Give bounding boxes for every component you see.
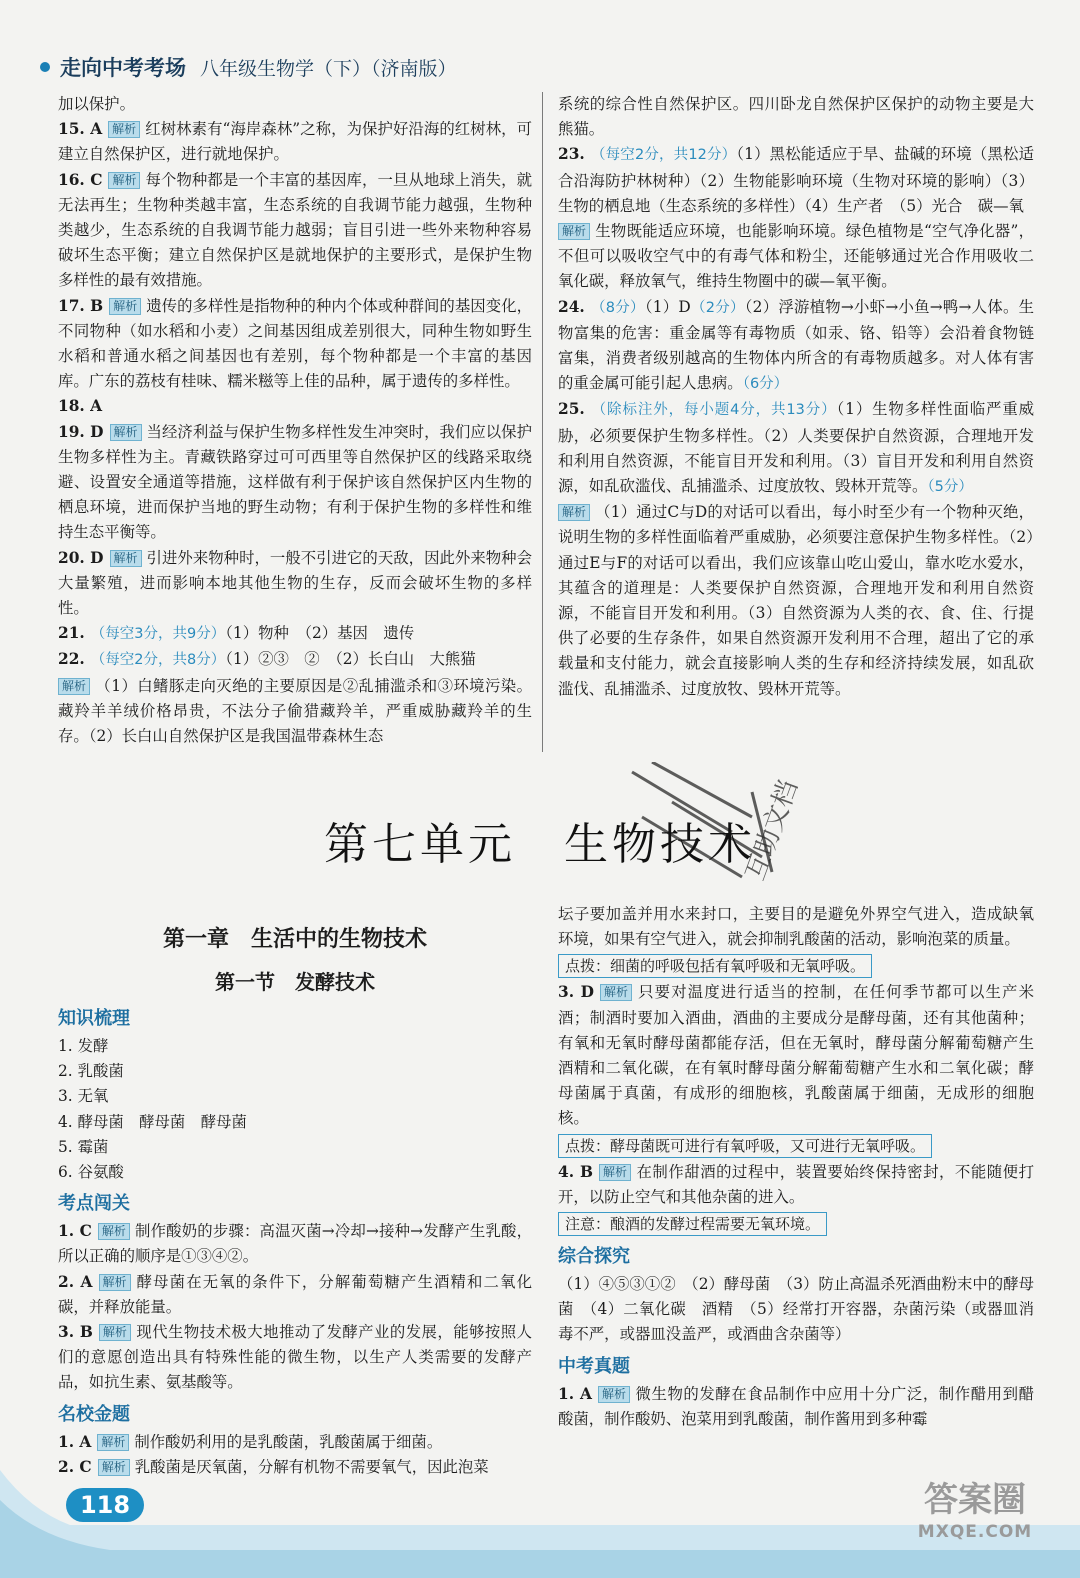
score-note: （2分） bbox=[690, 299, 745, 316]
answer-text: 遗传的多样性是指物种的种内个体或种群间的基因变化，不同物种（如水稻和小麦）之间基因组成差别很大，同种生物如野生水稻和普通水稻之间基因也有差别，每个物种都是一个丰富的基因库。广东的荔枝有桂味、糯米糍等上佳的品种，属于遗传的多样性。 bbox=[58, 296, 532, 391]
tip-box: 点拨：细菌的呼吸包括有氧呼吸和无氧呼吸。 bbox=[558, 954, 872, 978]
analysis-tag: 解析 bbox=[599, 1164, 631, 1181]
score-note: （每空3分，共9分） bbox=[90, 626, 226, 643]
answer-entry bbox=[558, 500, 1034, 702]
section-title: 第一节 发酵技术 bbox=[215, 970, 375, 994]
answer-number: 3. D bbox=[558, 983, 594, 1002]
knowledge-item: 5. 霉菌 bbox=[58, 1137, 109, 1156]
answer-text: 系统的综合性自然保护区。四川卧龙自然保护区保护的动物主要是大熊猫。 bbox=[558, 95, 1034, 139]
checkpoint-heading: 考点闯关 bbox=[58, 1193, 130, 1215]
answer-number: 25. bbox=[558, 400, 585, 419]
answer-text: 制作酸奶的步骤：高温灭菌→冷却→接种→发酵产生乳酸，所以正确的顺序是①③④②。 bbox=[58, 1222, 533, 1266]
answer-number: 20. D bbox=[58, 548, 104, 567]
answer-text: （1）生物多样性面临严重威胁，必须要保护生物多样性。（2）人类要保护自然资源，合理地开发和利用自然资源，不能盲目开发和利用。（3）盲目开发和利用自然资源，如乱砍滥伐、乱捕滥杀、过度放牧、毁林开荒等。 bbox=[558, 400, 1034, 496]
watermark-title: 答案圈 bbox=[924, 1480, 1026, 1520]
answer-number: 1. A bbox=[558, 1384, 592, 1403]
answer-entry bbox=[558, 219, 1034, 295]
answer-number: 2. C bbox=[58, 1457, 92, 1476]
analysis-tag: 解析 bbox=[99, 1324, 131, 1341]
knowledge-item: 1. 发酵 bbox=[58, 1037, 109, 1055]
answer-text: 红树林素有“海岸森林”之称，为保护好沿海的红树林，可建立自然保护区，进行就地保护。 bbox=[58, 120, 532, 164]
explore-heading: 综合探究 bbox=[558, 1246, 630, 1268]
tip-box: 点拨：酵母菌既可进行有氧呼吸，又可进行无氧呼吸。 bbox=[558, 1134, 932, 1158]
analysis-tag: 解析 bbox=[598, 1386, 630, 1403]
watermark-url: MXQE.COM bbox=[917, 1522, 1033, 1542]
score-note: （除标注外，每小题4分，共13分） bbox=[590, 402, 837, 419]
answer-text: 加以保护。 bbox=[58, 95, 135, 113]
answer-text: （1）物种 （2）基因 遗传 bbox=[225, 624, 415, 643]
answer-text: （1）通过C与D的对话可以看出，每小时至少有一个物种灭绝，说明生物的多样性面临着严重威胁，必须要注意保护生物多样性。（2）通过E与F的对话可以看出，我们应该靠山吃山爱山，靠水吃水爱水，其蕴含的道理是：人类要保护自然资源，合理地开发和利用自然资源，不能盲目开发和利用。（3）自然资源为人类的衣、食、住、行提供了必要的生存条件，如果自然资源开发利用不合理，超出了它的承载量和支付能力，就会直接影响人类的生存和经济持续发展，如乱砍滥伐、乱捕滥杀、过度放牧、毁林开荒等。 bbox=[558, 503, 1034, 698]
answer-entry bbox=[58, 1320, 532, 1396]
answer-text: 乳酸菌是厌氧菌，分解有机物不需要氧气，因此泡菜 bbox=[134, 1457, 489, 1476]
answer-text: （1）D bbox=[644, 297, 691, 316]
score-note: （5分） bbox=[927, 479, 973, 496]
answer-entry bbox=[558, 1382, 1034, 1432]
answer-number: 3. B bbox=[58, 1323, 93, 1342]
answer-text: 酵母菌在无氧的条件下，分解葡萄糖产生酒精和二氧化碳，并释放能量。 bbox=[58, 1272, 532, 1316]
answer-text: （2）浮游植物→小虾→小鱼→鸭→人体。生物富集的危害：重金属等有毒物质（如汞、铬、铅等）会沿着食物链富集，消费者级别越高的生物体内所含的有毒物质越多。对人体有害的重金属可能引起人患病。 bbox=[558, 297, 1034, 393]
analysis-tag: 解析 bbox=[98, 1223, 130, 1240]
answer-entry bbox=[558, 295, 1034, 398]
answer-entry bbox=[58, 394, 532, 419]
answer-entry bbox=[58, 546, 532, 622]
answer-entry bbox=[58, 674, 532, 750]
right-column bbox=[558, 92, 1034, 702]
answer-entry bbox=[58, 117, 532, 167]
answer-number: 15. A bbox=[58, 120, 103, 139]
answer-number: 18. A bbox=[58, 397, 103, 416]
knowledge-item: 6. 谷氨酸 bbox=[58, 1163, 124, 1182]
chapter-title: 第一章 生活中的生物技术 bbox=[162, 926, 427, 952]
answer-number: 22. bbox=[58, 650, 85, 669]
analysis-tag: 解析 bbox=[558, 223, 590, 240]
analysis-tag: 解析 bbox=[109, 298, 141, 315]
answer-entry bbox=[558, 92, 1034, 142]
knowledge-item: 2. 乳酸菌 bbox=[58, 1062, 124, 1081]
answer-entry bbox=[58, 1270, 532, 1320]
answer-entry bbox=[558, 397, 1034, 500]
left-column bbox=[58, 92, 532, 749]
answer-number: 2. A bbox=[58, 1272, 93, 1291]
answer-text: 只要对温度进行适当的控制，在任何季节都可以生产米酒；制酒时要加入酒曲，酒曲的主要成分是酵母菌，还有其他菌种；有氧和无氧时酵母菌都能存活，但在无氧时，酵母菌分解葡萄糖产生酒精和二氧化碳，在有氧时酵母菌分解葡萄糖产生水和二氧化碳；酵母菌属于真菌，有成形的细胞核，乳酸菌属于细菌，无成形的细胞核。 bbox=[558, 983, 1034, 1128]
bullet-icon bbox=[40, 62, 50, 72]
answer-text: 微生物的发酵在食品制作中应用十分广泛，制作醋用到醋酸菌，制作酸奶、泡菜用到乳酸菌，制作酱用到多种霉 bbox=[558, 1384, 1034, 1428]
checkpoint-list bbox=[58, 1219, 532, 1395]
page-header bbox=[40, 50, 1040, 84]
answer-entry bbox=[58, 420, 532, 546]
answer-entry bbox=[58, 168, 532, 294]
score-note: （每空2分，共8分） bbox=[90, 652, 226, 669]
answer-number: 19. D bbox=[58, 422, 104, 441]
answer-entry bbox=[58, 92, 532, 117]
analysis-tag: 解析 bbox=[98, 1459, 130, 1476]
analysis-tag: 解析 bbox=[97, 1434, 129, 1451]
answer-text: 当经济利益与保护生物多样性发生冲突时，我们应以保护生物多样性为主。青藏铁路穿过可可西里等自然保护区的线路采取绕避、设置安全通道等措施，这样做有利于保护该自然保护区内生物的栖息环境，进而保护当地的野生动物；有利于保护生物的多样性和维持生态平衡等。 bbox=[58, 422, 532, 542]
analysis-tag: 解析 bbox=[108, 172, 140, 189]
answer-number: 17. B bbox=[58, 296, 104, 315]
unit-title: 第七单元 生物技术 bbox=[324, 819, 756, 870]
score-note: （每空2分，共12分） bbox=[590, 147, 737, 164]
answer-number: 16. C bbox=[58, 170, 103, 189]
analysis-tag: 解析 bbox=[99, 1274, 131, 1291]
analysis-tag: 解析 bbox=[58, 678, 90, 695]
page-number: 118 bbox=[66, 1488, 144, 1522]
answer-text: 引进外来物种时，一般不引进它的天敌，因此外来物种会大量繁殖，进而影响本地其他生物的生存，反而会破坏生物的多样性。 bbox=[58, 548, 532, 618]
book-title: 走向中考考场 bbox=[60, 56, 186, 80]
answer-text: 每个物种都是一个丰富的基因库，一旦从地球上消失，就无法再生；生物种类越丰富，生态系统的自我调节能力越强，生物种类越少，生态系统的自我调节能力越弱；盲目引进一些外来物种容易破坏生态平衡；建立自然保护区是就地保护的主要形式，是保护生物多样性的最有效措施。 bbox=[58, 170, 532, 290]
knowledge-item: 4. 酵母菌 酵母菌 酵母菌 bbox=[58, 1112, 247, 1131]
answer-entry bbox=[558, 980, 1034, 1131]
answer-entry bbox=[558, 1160, 1034, 1210]
analysis-tag: 解析 bbox=[110, 424, 142, 441]
answer-number: 21. bbox=[58, 624, 85, 643]
knowledge-heading: 知识梳理 bbox=[58, 1008, 130, 1029]
site-watermark bbox=[890, 1478, 1060, 1568]
continued-text: 坛子要加盖并用水来封口，主要目的是避免外界空气进入，造成缺氧环境，如果有空气进入，就会抑制乳酸菌的活动，影响泡菜的质量。 bbox=[558, 905, 1034, 949]
stamp-text: 互助文档 bbox=[740, 776, 805, 885]
answer-entry bbox=[58, 621, 532, 647]
analysis-tag: 解析 bbox=[600, 984, 632, 1001]
analysis-tag: 解析 bbox=[108, 121, 140, 138]
answer-number: 24. bbox=[558, 297, 585, 316]
answer-number: 1. A bbox=[58, 1432, 92, 1451]
answer-entry bbox=[58, 647, 532, 673]
answer-text: （1）白鳍豚走向灭绝的主要原因是②乱捕滥杀和③环境污染。藏羚羊羊绒价格昂贵，不法分子偷猎藏羚羊，严重威胁藏羚羊的生存。（2）长白山自然保护区是我国温带森林生态 bbox=[58, 676, 532, 746]
answer-text: （1）黑松能适应于旱、盐碱的环境（黑松适合沿海防护林树种）（2）生物能影响环境（生物对环境的影响）（3）生物的栖息地（生态系统的多样性）（4）生产者 （5）光合 碳—氧 bbox=[558, 145, 1034, 215]
answer-number: 4. B bbox=[558, 1162, 593, 1181]
column-divider bbox=[542, 92, 543, 752]
left-lower-column bbox=[58, 1000, 532, 1480]
right-lower-column bbox=[558, 902, 1034, 1432]
answer-text: （1）②③ ② （2）长白山 大熊猫 bbox=[225, 650, 476, 669]
answer-entry bbox=[58, 1430, 532, 1455]
answer-entry bbox=[58, 294, 532, 395]
answer-text: 现代生物技术极大地推动了发酵产业的发展，能够按照人们的意愿创造出具有特殊性能的微生物，以生产人类需要的发酵产品，如抗生素、氨基酸等。 bbox=[58, 1323, 532, 1392]
exam-heading: 中考真题 bbox=[558, 1355, 630, 1377]
analysis-tag: 解析 bbox=[110, 550, 142, 567]
famous-heading: 名校金题 bbox=[58, 1403, 130, 1425]
score-note: （8分） bbox=[590, 299, 645, 316]
explore-text: （1）④⑤③①② （2）酵母菌 （3）防止高温杀死酒曲粉末中的酵母菌 （4）二氧化碳 酒精 （5）经常打开容器，杂菌污染（或器皿消毒不严，或器皿没盖严，或酒曲含杂菌等） bbox=[558, 1275, 1034, 1344]
knowledge-item: 3. 无氧 bbox=[58, 1087, 109, 1106]
answer-entry bbox=[58, 1219, 532, 1269]
answer-text: 在制作甜酒的过程中，装置要始终保持密封，不能随便打开，以防止空气和其他杂菌的进入。 bbox=[558, 1162, 1034, 1206]
score-note: （6分） bbox=[742, 376, 789, 393]
answer-number: 1. C bbox=[58, 1222, 92, 1241]
analysis-tag: 解析 bbox=[558, 504, 590, 521]
answer-entry bbox=[558, 142, 1034, 219]
answer-text: 制作酸奶利用的是乳酸菌，乳酸菌属于细菌。 bbox=[134, 1432, 443, 1451]
note-box: 注意：酿酒的发酵过程需要无氧环境。 bbox=[558, 1212, 827, 1236]
answer-number: 23. bbox=[558, 145, 585, 164]
knowledge-list bbox=[58, 1034, 532, 1185]
answer-text: 生物既能适应环境，也能影响环境。绿色植物是“空气净化器”，不但可以吸收空气中的有毒气体和粉尘，还能够通过光合作用吸收二氧化碳，释放氧气，维持生物圈中的碳—氧平衡。 bbox=[558, 222, 1034, 291]
book-subtitle: 八年级生物学（下）（济南版） bbox=[200, 57, 457, 80]
